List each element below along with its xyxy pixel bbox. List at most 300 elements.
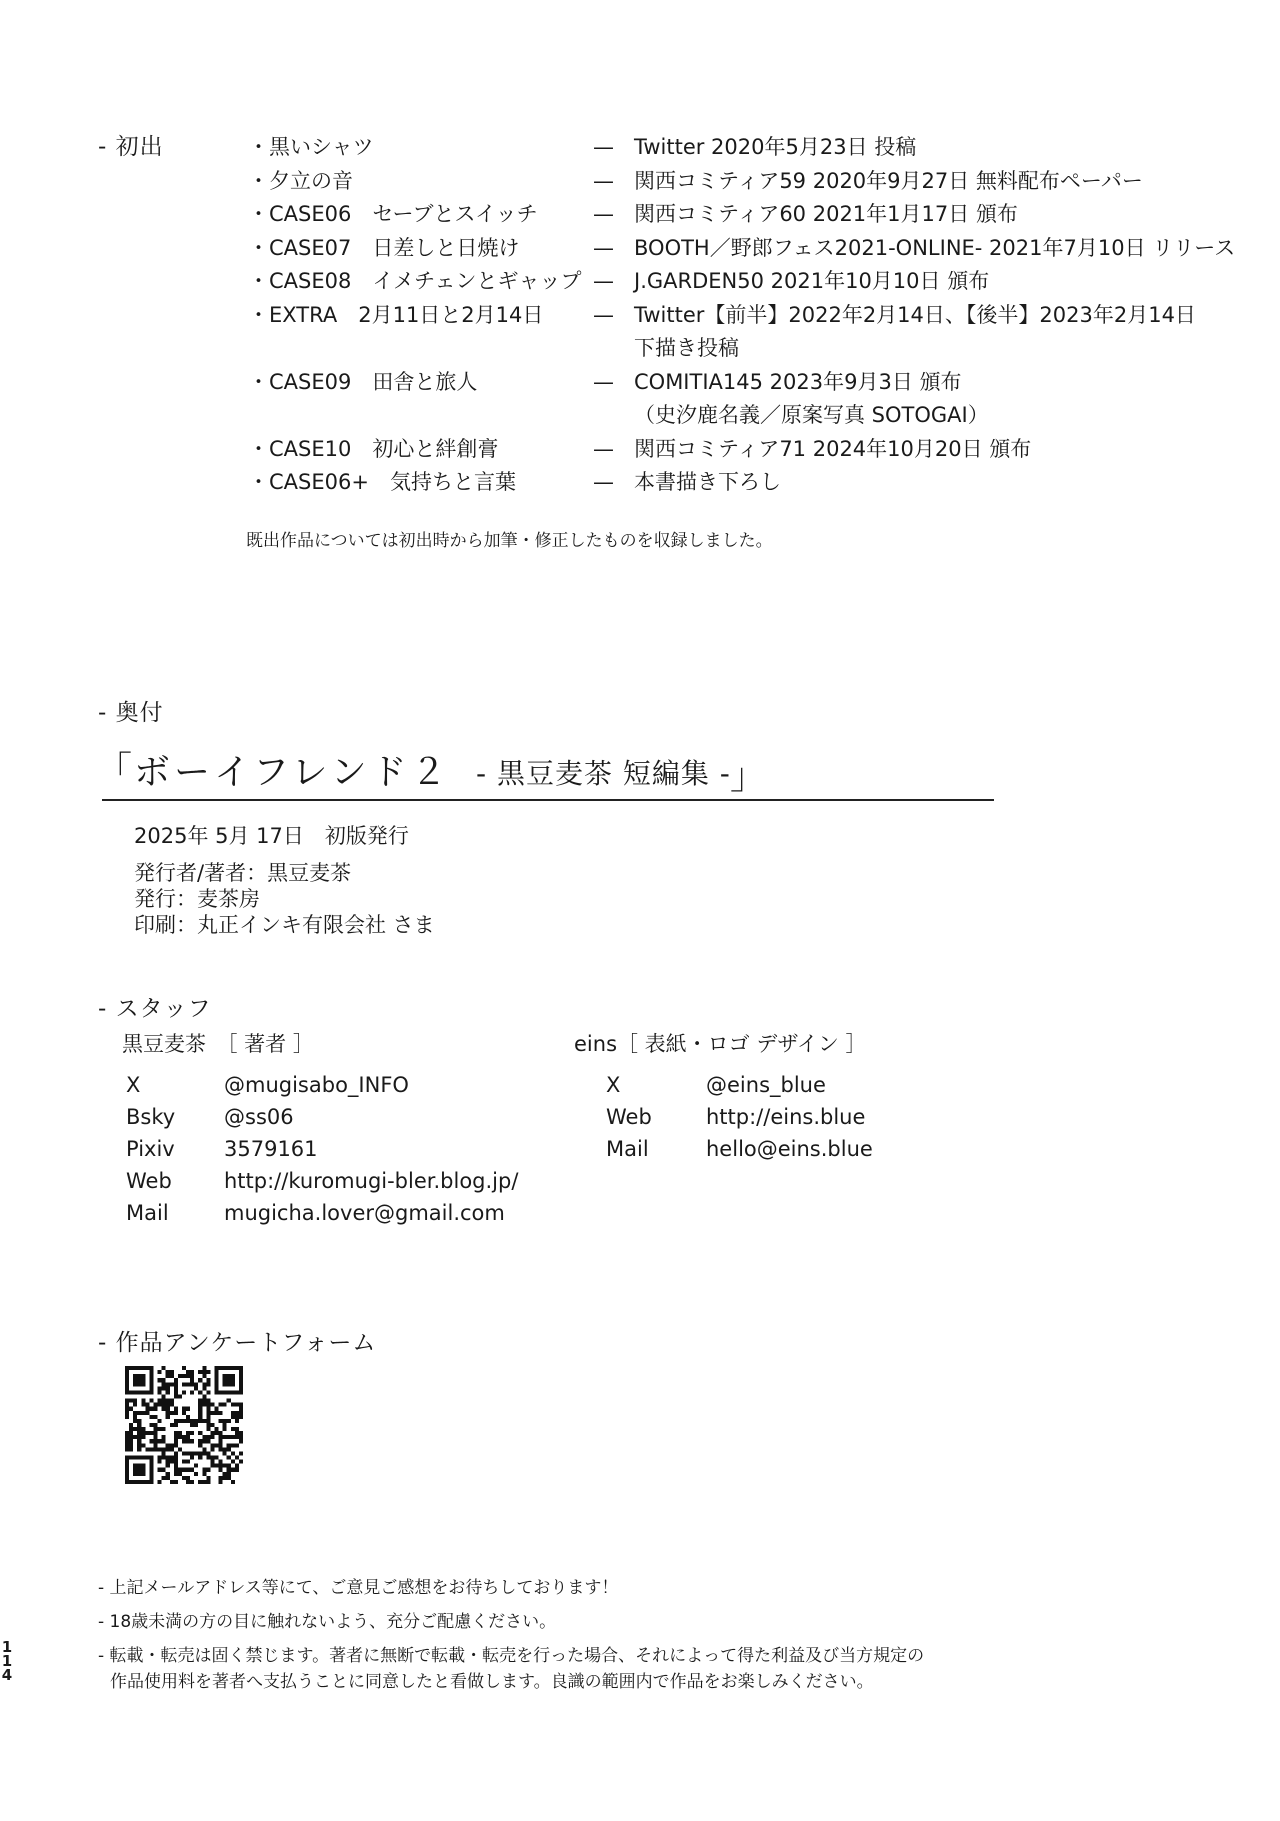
qr-module [198, 1480, 202, 1484]
qr-module [215, 1411, 219, 1415]
qr-module [141, 1390, 145, 1394]
staff-author-name: 黒豆麦茶 ［ 著者 ］ [122, 1032, 314, 1056]
qr-module [174, 1390, 178, 1394]
qr-module [125, 1431, 129, 1435]
qr-module [198, 1439, 202, 1443]
qr-module [194, 1464, 198, 1468]
author-link-label: Pixiv [126, 1137, 175, 1161]
author-link-value[interactable]: 3579161 [224, 1137, 318, 1161]
entry-source-line2: （史汐鹿名義／原案写真 SOTOGAI） [634, 403, 989, 427]
qr-module [227, 1435, 231, 1439]
qr-module [174, 1472, 178, 1476]
qr-module [133, 1472, 137, 1476]
qr-module [125, 1399, 129, 1403]
entry-source: J.GARDEN50 2021年10月10日 頒布 [634, 269, 990, 293]
qr-module [182, 1451, 186, 1455]
qr-module [149, 1439, 153, 1443]
qr-module [162, 1366, 166, 1370]
qr-module [190, 1439, 194, 1443]
qr-module [149, 1431, 153, 1435]
qr-module [231, 1366, 235, 1370]
qr-module [239, 1390, 243, 1394]
designer-link-value[interactable]: http://eins.blue [706, 1105, 866, 1129]
qr-module [174, 1423, 178, 1427]
qr-module [186, 1439, 190, 1443]
qr-module [231, 1460, 235, 1464]
qr-module [235, 1468, 239, 1472]
qr-module [206, 1415, 210, 1419]
qr-module [239, 1370, 243, 1374]
qr-module [223, 1366, 227, 1370]
qr-module [174, 1419, 178, 1423]
qr-module [174, 1407, 178, 1411]
qr-module [125, 1447, 129, 1451]
qr-module [137, 1472, 141, 1476]
qr-module [194, 1382, 198, 1386]
qr-module [170, 1443, 174, 1447]
entry-dash: — [593, 369, 614, 394]
qr-module [219, 1460, 223, 1464]
qr-module [190, 1451, 194, 1455]
qr-module [202, 1468, 206, 1472]
qr-module [215, 1431, 219, 1435]
qr-module [235, 1366, 239, 1370]
qr-module [141, 1403, 145, 1407]
qr-module [174, 1456, 178, 1460]
qr-module [174, 1378, 178, 1382]
qr-module [235, 1403, 239, 1407]
qr-module [235, 1431, 239, 1435]
qr-module [149, 1374, 153, 1378]
qr-module [133, 1366, 137, 1370]
qr-module [206, 1480, 210, 1484]
first-appearance-entry-continued [0, 398, 1280, 432]
first-appearance-entry-continued [0, 331, 1280, 365]
qr-module [137, 1374, 141, 1378]
qr-module [182, 1468, 186, 1472]
qr-module [129, 1480, 133, 1484]
qr-module [194, 1419, 198, 1423]
qr-module [149, 1456, 153, 1460]
qr-module [149, 1460, 153, 1464]
qr-module [166, 1374, 170, 1378]
qr-module [198, 1411, 202, 1415]
qr-module [210, 1443, 214, 1447]
qr-module [206, 1403, 210, 1407]
qr-module [141, 1374, 145, 1378]
qr-module [133, 1378, 137, 1382]
qr-module [178, 1394, 182, 1398]
qr-module [227, 1447, 231, 1451]
qr-module [227, 1390, 231, 1394]
first-appearance-entry [0, 298, 1280, 332]
qr-module [153, 1447, 157, 1451]
qr-module [149, 1468, 153, 1472]
qr-module [166, 1411, 170, 1415]
qr-module [141, 1472, 145, 1476]
qr-module [239, 1382, 243, 1386]
qr-module [219, 1366, 223, 1370]
qr-module [235, 1390, 239, 1394]
qr-module [239, 1386, 243, 1390]
qr-module [125, 1382, 129, 1386]
qr-module [215, 1456, 219, 1460]
qr-module [162, 1468, 166, 1472]
qr-module [223, 1464, 227, 1468]
entry-dash: — [593, 168, 614, 193]
qr-module [215, 1464, 219, 1468]
qr-module [149, 1464, 153, 1468]
entry-title: ・CASE10 初心と絆創膏 [248, 436, 499, 461]
qr-module [166, 1443, 170, 1447]
qr-module [186, 1382, 190, 1386]
author-link-value[interactable]: @ss06 [224, 1105, 294, 1129]
qr-module [210, 1456, 214, 1460]
qr-module [206, 1468, 210, 1472]
qr-module [125, 1386, 129, 1390]
qr-module [215, 1366, 219, 1370]
publisher: 発行：麦茶房 [134, 887, 260, 911]
qr-module [231, 1451, 235, 1455]
qr-module [153, 1431, 157, 1435]
qr-module [227, 1456, 231, 1460]
qr-module [158, 1468, 162, 1472]
qr-module [137, 1468, 141, 1472]
qr-module [125, 1366, 129, 1370]
footer-note-3: - 転載・転売は固く禁じます。著者に無断で転載・転売を行った場合、それによって得た利益及び当方規定の [98, 1646, 925, 1666]
first-appearance-entry [0, 197, 1280, 231]
qr-module [162, 1427, 166, 1431]
qr-module [174, 1443, 178, 1447]
qr-module [174, 1386, 178, 1390]
qr-module [166, 1476, 170, 1480]
first-appearance-entry [0, 130, 1280, 164]
qr-module [215, 1390, 219, 1394]
qr-module [133, 1435, 137, 1439]
qr-module [190, 1370, 194, 1374]
qr-module [231, 1480, 235, 1484]
qr-module [202, 1439, 206, 1443]
qr-module [166, 1447, 170, 1451]
page-number-digit: 4 [1, 1666, 13, 1684]
qr-module [133, 1382, 137, 1386]
qr-module [186, 1431, 190, 1435]
qr-module [182, 1411, 186, 1415]
designer-link-label: X [606, 1073, 621, 1097]
qr-module [170, 1403, 174, 1407]
designer-link-value[interactable]: @eins_blue [706, 1073, 826, 1097]
qr-module [239, 1411, 243, 1415]
footer-note-2: - 18歳未満の方の目に触れないよう、充分ご配慮ください。 [98, 1612, 557, 1632]
qr-module [125, 1390, 129, 1394]
book-subtitle: - 黒豆麦茶 短編集 - [476, 757, 731, 790]
qr-module [231, 1403, 235, 1407]
qr-module [178, 1431, 182, 1435]
qr-module [219, 1464, 223, 1468]
survey-heading: - 作品アンケートフォーム [98, 1330, 377, 1356]
qr-module [133, 1415, 137, 1419]
first-appearance-entry [0, 432, 1280, 466]
entry-source: Twitter【前半】2022年2月14日、【後半】2023年2月14日 [634, 302, 1196, 327]
qr-module [149, 1407, 153, 1411]
qr-module [166, 1407, 170, 1411]
qr-module [133, 1480, 137, 1484]
qr-module [186, 1451, 190, 1455]
author-link-label: Bsky [126, 1105, 176, 1129]
footer-note-1: - 上記メールアドレス等にて、ご意見ご感想をお待ちしております！ [98, 1578, 619, 1598]
qr-module [162, 1476, 166, 1480]
qr-module [227, 1476, 231, 1480]
entry-source: Twitter 2020年5月23日 投稿 [634, 135, 917, 159]
qr-module [162, 1399, 166, 1403]
qr-module [137, 1382, 141, 1386]
qr-module [206, 1370, 210, 1374]
qr-module [166, 1370, 170, 1374]
qr-module [219, 1439, 223, 1443]
qr-module [231, 1374, 235, 1378]
first-appearance-entry [0, 465, 1280, 499]
qr-module [239, 1366, 243, 1370]
entry-dash: — [593, 135, 614, 159]
qr-module [125, 1370, 129, 1374]
qr-module [178, 1419, 182, 1423]
qr-module [125, 1374, 129, 1378]
qr-module [125, 1460, 129, 1464]
qr-module [137, 1390, 141, 1394]
author-link-value[interactable]: mugicha.lover@gmail.com [224, 1201, 505, 1225]
qr-module [231, 1443, 235, 1447]
author-link-label: Web [126, 1169, 172, 1193]
qr-module [125, 1407, 129, 1411]
qr-module [129, 1456, 133, 1460]
qr-module [239, 1435, 243, 1439]
qr-module [198, 1443, 202, 1447]
qr-module [137, 1439, 141, 1443]
qr-module [149, 1390, 153, 1394]
qr-module [219, 1403, 223, 1407]
qr-module [166, 1415, 170, 1419]
qr-module [182, 1439, 186, 1443]
qr-module [158, 1399, 162, 1403]
author-link-value[interactable]: @mugisabo_INFO [224, 1073, 409, 1097]
entry-title: ・CASE08 イメチェンとギャップ [248, 269, 582, 293]
qr-module [227, 1399, 231, 1403]
qr-module [206, 1439, 210, 1443]
qr-module [223, 1382, 227, 1386]
qr-module [149, 1386, 153, 1390]
qr-module [198, 1390, 202, 1394]
qr-module [194, 1386, 198, 1390]
printer: 印刷：丸正インキ有限会社 さま [134, 913, 435, 937]
qr-module [153, 1427, 157, 1431]
qr-module [231, 1435, 235, 1439]
qr-code-icon[interactable] [125, 1366, 243, 1484]
qr-module [129, 1431, 133, 1435]
qr-module [186, 1460, 190, 1464]
designer-link-label: Mail [606, 1137, 649, 1161]
qr-module [202, 1394, 206, 1398]
qr-module [166, 1403, 170, 1407]
entry-dash: — [593, 302, 614, 327]
qr-module [223, 1476, 227, 1480]
entry-dash: — [593, 470, 614, 494]
entry-source: COMITIA145 2023年9月3日 頒布 [634, 369, 962, 394]
designer-link-value[interactable]: hello@eins.blue [706, 1137, 873, 1161]
qr-module [219, 1390, 223, 1394]
author-link-value[interactable]: http://kuromugi-bler.blog.jp/ [224, 1169, 519, 1193]
qr-module [239, 1378, 243, 1382]
qr-module [223, 1378, 227, 1382]
qr-module [198, 1451, 202, 1455]
qr-module [182, 1390, 186, 1394]
entry-title: ・夕立の音 [248, 168, 353, 193]
qr-module [174, 1382, 178, 1386]
qr-module [162, 1407, 166, 1411]
qr-module [133, 1468, 137, 1472]
qr-module [129, 1439, 133, 1443]
footer-note-4: 作品使用料を著者へ支払うことに同意したと看做します。良識の範囲内で作品をお楽しみください。 [110, 1672, 874, 1692]
qr-module [202, 1472, 206, 1476]
qr-module [219, 1480, 223, 1484]
qr-module [190, 1431, 194, 1435]
qr-module [141, 1464, 145, 1468]
qr-module [239, 1403, 243, 1407]
qr-module [190, 1382, 194, 1386]
qr-module [202, 1419, 206, 1423]
qr-module [137, 1447, 141, 1451]
entry-title: ・EXTRA 2月11日と2月14日 [248, 302, 544, 327]
qr-module [137, 1427, 141, 1431]
qr-module [186, 1480, 190, 1484]
qr-module [223, 1403, 227, 1407]
qr-module [210, 1447, 214, 1451]
qr-module [166, 1456, 170, 1460]
qr-module [141, 1366, 145, 1370]
qr-module [133, 1456, 137, 1460]
title-bracket-open: 「 [96, 750, 137, 791]
qr-module [231, 1378, 235, 1382]
qr-module [174, 1468, 178, 1472]
qr-module [170, 1460, 174, 1464]
qr-module [231, 1415, 235, 1419]
qr-module [215, 1427, 219, 1431]
qr-module [125, 1480, 129, 1484]
entry-dash: — [593, 269, 614, 293]
qr-module [227, 1419, 231, 1423]
qr-module [125, 1411, 129, 1415]
qr-module [206, 1419, 210, 1423]
qr-module [219, 1411, 223, 1415]
publication-date: 2025年 5月 17日 初版発行 [134, 824, 409, 848]
qr-module [153, 1415, 157, 1419]
qr-module [149, 1476, 153, 1480]
qr-module [174, 1394, 178, 1398]
qr-module [145, 1403, 149, 1407]
qr-module [206, 1411, 210, 1415]
qr-module [182, 1419, 186, 1423]
qr-module [190, 1374, 194, 1378]
qr-module [137, 1423, 141, 1427]
qr-module [153, 1439, 157, 1443]
entry-source: 関西コミティア71 2024年10月20日 頒布 [634, 436, 1032, 461]
qr-module [174, 1439, 178, 1443]
qr-module [198, 1419, 202, 1423]
qr-module [206, 1427, 210, 1431]
qr-module [166, 1464, 170, 1468]
qr-module [141, 1443, 145, 1447]
book-title: ボーイフレンド２ [134, 752, 451, 793]
entry-dash: — [593, 235, 614, 260]
qr-module [125, 1443, 129, 1447]
qr-module [137, 1456, 141, 1460]
entry-source: 関西コミティア60 2021年1月17日 頒布 [634, 202, 1018, 226]
qr-module [206, 1382, 210, 1386]
staff-heading: - スタッフ [98, 996, 212, 1022]
qr-module [166, 1382, 170, 1386]
qr-module [149, 1366, 153, 1370]
qr-module [186, 1370, 190, 1374]
qr-module [125, 1378, 129, 1382]
qr-module [174, 1480, 178, 1484]
qr-module [158, 1403, 162, 1407]
qr-module [141, 1468, 145, 1472]
qr-module [219, 1468, 223, 1472]
qr-module [153, 1407, 157, 1411]
qr-module [235, 1456, 239, 1460]
qr-module [198, 1403, 202, 1407]
title-underline [102, 799, 994, 801]
qr-module [153, 1423, 157, 1427]
qr-module [141, 1411, 145, 1415]
qr-module [198, 1456, 202, 1460]
qr-module [182, 1407, 186, 1411]
qr-module [219, 1419, 223, 1423]
qr-module [190, 1419, 194, 1423]
qr-module [170, 1370, 174, 1374]
entry-dash: — [593, 436, 614, 461]
qr-module [125, 1472, 129, 1476]
qr-module [166, 1399, 170, 1403]
qr-module [219, 1431, 223, 1435]
qr-module [206, 1378, 210, 1382]
qr-module [145, 1407, 149, 1411]
qr-module [129, 1443, 133, 1447]
qr-module [137, 1443, 141, 1447]
qr-module [231, 1382, 235, 1386]
author-link-label: X [126, 1073, 141, 1097]
qr-module [235, 1464, 239, 1468]
qr-module [202, 1435, 206, 1439]
qr-module [174, 1464, 178, 1468]
qr-module [198, 1415, 202, 1419]
qr-module [149, 1447, 153, 1451]
qr-module [141, 1378, 145, 1382]
qr-module [223, 1427, 227, 1431]
entry-title: ・CASE07 日差しと日焼け [248, 235, 520, 260]
qr-module [133, 1464, 137, 1468]
qr-module [145, 1456, 149, 1460]
qr-module [158, 1447, 162, 1451]
qr-module [162, 1382, 166, 1386]
entry-source: BOOTH／野郎フェス2021-ONLINE- 2021年7月10日 リリース [634, 235, 1236, 260]
qr-module [133, 1427, 137, 1431]
first-appearance-note: 既出作品については初出時から加筆・修正したものを収録しました。 [246, 531, 773, 551]
qr-module [202, 1451, 206, 1455]
qr-module [158, 1386, 162, 1390]
qr-module [239, 1439, 243, 1443]
qr-module [210, 1411, 214, 1415]
qr-module [170, 1447, 174, 1451]
